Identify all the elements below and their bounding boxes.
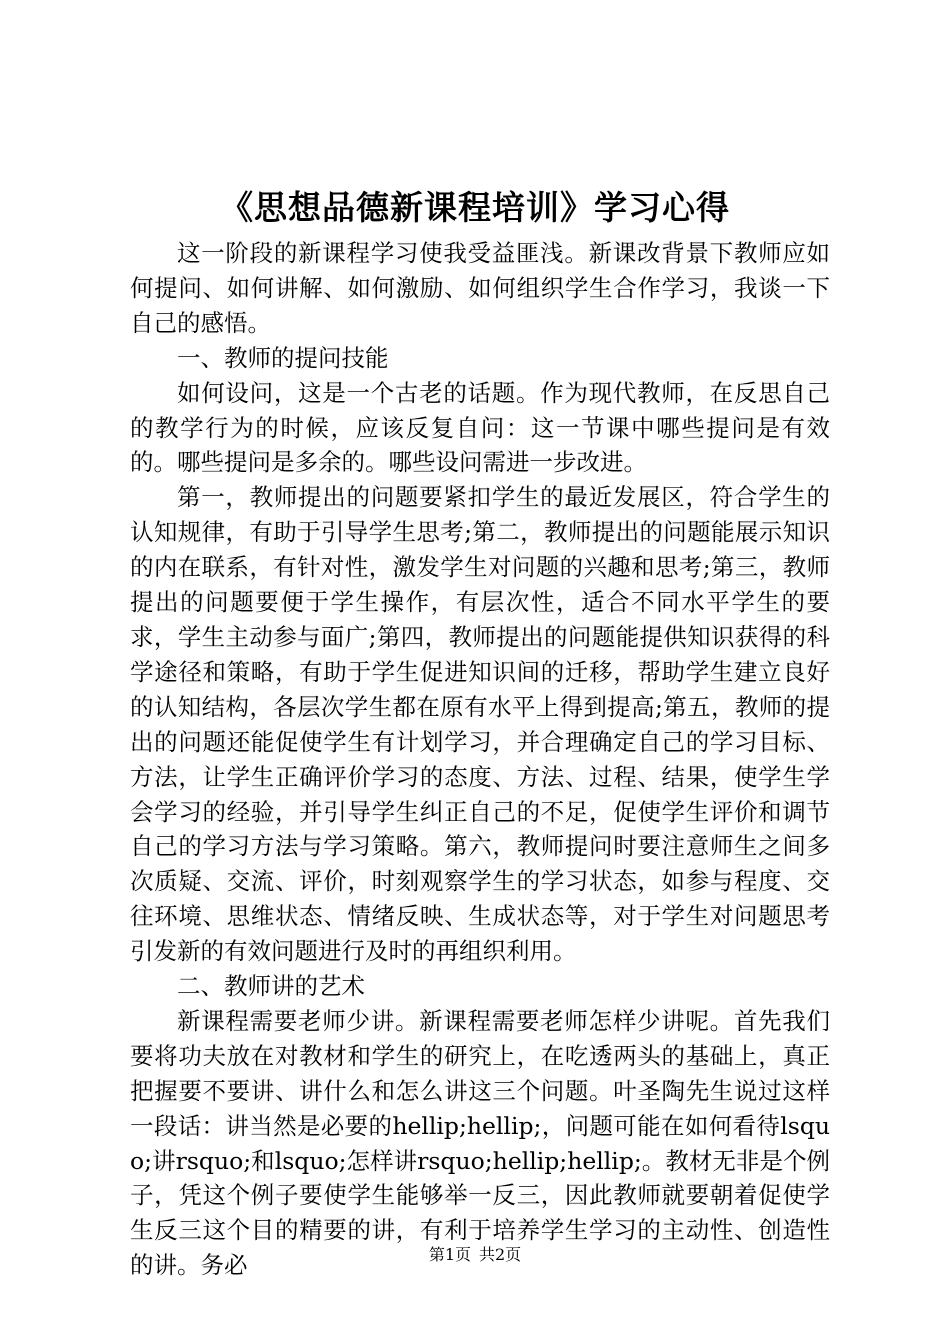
page-number: 第1页 (428, 1245, 471, 1264)
page-total: 共2页 (479, 1245, 522, 1264)
paragraph-questioning-intro: 如何设问，这是一个古老的话题。作为现代教师，在反思自己的教学行为的时候，应该反复自问：这一节课中哪些提问是有效的。哪些提问是多余的。哪些设问需进一步改进。 (130, 378, 830, 477)
section-heading-explaining: 二、教师讲的艺术 (177, 972, 365, 1001)
document-title: 《思想品德新课程培训》学习心得 (220, 188, 730, 227)
section-heading-questioning: 一、教师的提问技能 (177, 343, 389, 372)
paragraph-explaining: 新课程需要老师少讲。新课程需要老师怎样少讲呢。首先我们要将功夫放在对教材和学生的研究上，在吃透两头的基础上，真正把握要不要讲、讲什么和怎么讲这三个问题。叶圣陶先生说过这样一段话：讲当然是必要的hellip;hellip;，问题可能在如何看待lsquo;讲rsquo;和lsquo;怎样讲rsquo;hellip;hellip;。教材无非是个例子，凭这个例子要使学生能够举一反三，因此教师就要朝着促使学生反三这个目的精要的讲，有利于培养学生学习的主动性、创造性的讲。务必 (130, 1006, 830, 1280)
paragraph-intro: 这一阶段的新课程学习使我受益匪浅。新课改背景下教师应如何提问、如何讲解、如何激励、如何组织学生合作学习，我谈一下自己的感悟。 (130, 239, 830, 337)
document-body (130, 236, 830, 1283)
paragraph-questioning-points: 第一，教师提出的问题要紧扣学生的最近发展区，符合学生的认知规律，有助于引导学生思考;第二，教师提出的问题能展示知识的内在联系，有针对性，激发学生对问题的兴趣和思考;第三，教师提出的问题要便于学生操作，有层次性，适合不同水平学生的要求，学生主动参与面广;第四，教师提出的问题能提供知识获得的科学途径和策略，有助于学生促进知识间的迁移，帮助学生建立良好的认知结构，各层次学生都在原有水平上得到提高;第五，教师的提出的问题还能促使学生有计划学习，并合理确定自己的学习目标、方法，让学生正确评价学习的态度、方法、过程、结果，使学生学会学习的经验，并引导学生纠正自己的不足，促使学生评价和调节自己的学习方法与学习策略。第六，教师提问时要注意师生之间多次质疑、交流、评价，时刻观察学生的学习状态，如参与程度、交往环境、思维状态、情绪反映、生成状态等，对于学生对问题思考引发新的有效问题进行及时的再组织利用。 (130, 483, 830, 966)
page-footer (0, 1244, 950, 1266)
